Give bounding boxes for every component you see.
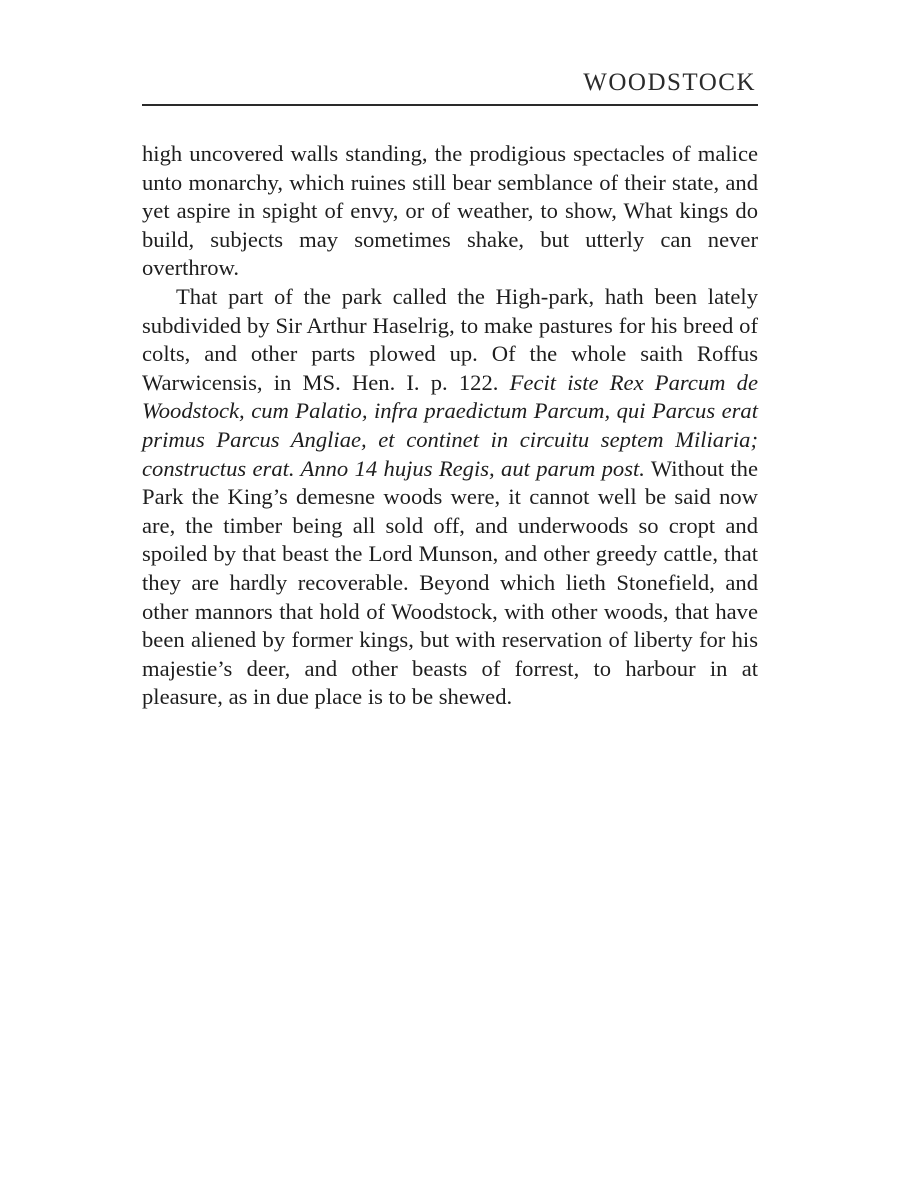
body-text (142, 140, 758, 712)
paragraph-tail: Without the Park the King’s demesne woods were, it cannot well be said now are, the timber being all sold off, and underwoods so cropt and spoiled by that beast the Lord Munson, and other greedy cattle, that they are hardly recoverable. Beyond which lieth Stonefield, and other mannors that hold of Woodstock, with other woods, that have been aliened by former kings, but with reservation of liberty for his majestie’s deer, and other beasts of forrest, to harbour in at pleasure, as in due place is to be shewed. (142, 455, 758, 710)
page-header (142, 68, 758, 106)
paragraph (142, 283, 758, 712)
latin-quotation: Fecit iste Rex Parcum de Woodstock, cum Palatio, infra praedictum Parcum, qui Parcus erat primus Parcus Angliae, et continet in circuitu septem Miliaria; constructus erat. Anno 14 hujus Regis, aut parum post. (142, 369, 758, 481)
paragraph: high uncovered walls standing, the prodigious spectacles of malice unto monarchy, which ruines still bear semblance of their state, and yet aspire in spight of envy, or of weather, to show, What kings do build, subjects may sometimes shake, but utterly can never overthrow. (142, 141, 758, 281)
paragraph-lead: That part of the park called the High-park, hath been lately subdivided by Sir Arthur Haselrig, to make pastures for his breed of colts, and other parts plowed up. Of the whole saith Roffus Warwicensis, in MS. Hen. I. p. 122. (142, 283, 758, 395)
running-head: WOODSTOCK (583, 69, 756, 96)
